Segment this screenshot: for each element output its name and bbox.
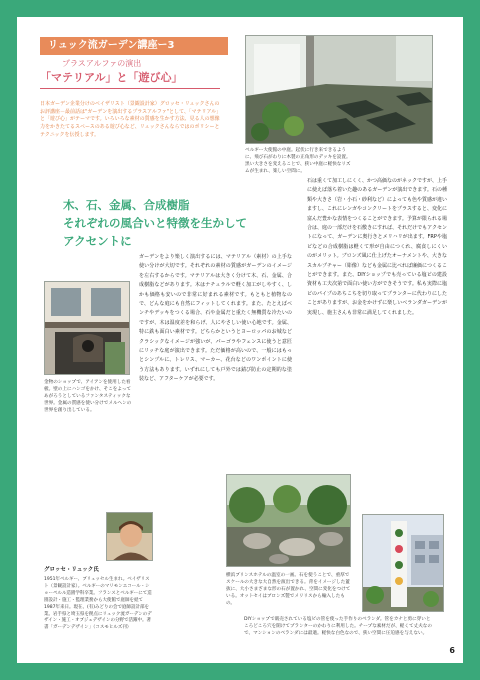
headline-line-2: それぞれの風合いと特徴を生かして	[63, 216, 247, 230]
body-column-right: 石は重くて加工しにくく、かつ高価なのがネックですが、上手に使えば落ち着いた趣のあるガーデンが演出できます。石の種類や大きさ（岩・小石・砂利など）によっても色や質感が違いますし、これにレンガやコンクリートをプラスすると、変化に富んだ豊かな表情をつくることができます。予算が限られる場合は、庭の一部だけを石敷きにすれば、それだけでもアクセントになって、ガーデンに奥行きとメリハリが出ます。FRPや塩ビなどの合成樹脂は軽くて形が自由につくれ、腐食しにくいのがメリット。ブロンズ風に仕上げたオーナメントや、大きなスカルプチャー（彫像）なども金属に比べれば廉価につくることができます。また、DIYショップでも売っている塩ビの建設資材も工夫次第で面白い使い方ができそうです。私も実際に塩ビのパイプのあちこちを切り取ってプランターに代わりにしたことがありますが、お金をかけずに楽しいベランダガーデンが実現し、施主さんも非常に満足してくれました。	[307, 178, 448, 316]
shop-sign-photo	[44, 281, 130, 375]
headline-line-1: 木、石、金属、合成樹脂	[63, 198, 190, 212]
shop-sign-illustration	[45, 282, 130, 375]
author-name: グロッセ・リュック氏	[44, 567, 99, 573]
courtyard-illustration	[246, 36, 433, 144]
intro-paragraph: 日本ガーデン企業分けのベイザリスト（景観設計家）グロッセ・リュックさんのお評講座－最前話は"ガーデンを演出するプラスアルファ"として、「マテリアル」と「遊び心」がテーマです。いろいろな素材の質感を生かす方法、見る人の想像力をかきたてるスペースのある遊び心など、リュックさんならではのポリシーとテクニックを伝授します。	[40, 101, 220, 138]
magazine-page	[17, 17, 463, 663]
greenhouse-photo	[226, 474, 351, 567]
greenhouse-illustration	[227, 475, 351, 567]
author-bio: 1951年ベルギー、ブリュッセル生まれ。ベイザリスト（景観設計家）。ベルギーのマリモンエコール・ショーペルル造園学科卒業。フランスとベルギーにて造園設計・施工・監理業務から大使館で庭師を経て1987年来日。現在、(有)みどりの会で庭師設計部を業。岩手県と埼玉県を拠点にリュック流ガーデンのデザイン・施工・オブジェデザインの分野で活躍中。著書「ガーデンデザイン」（コスモヒルズ刊）	[44, 577, 152, 631]
courtyard-caption: ベルギー大使館の中庭。起伏に行き来できるように、飛び石がわりに木製の正角形のデッキを設置。黒い大きさを変えることで、狭い中庭に軽快なリズムが生まれ、楽しい空間に。	[245, 148, 351, 174]
greenhouse-caption: 横浜ブリンスホテルの温室の一画。石を使うことで、重厚でスケールの大きな大自然を演出できる。背をイメージした蓋抜に、大小さまざまな形の石が置かれ、空間に変化をつけている。オットセイはブロンズ製でメリリスから輸入したもの。	[226, 573, 351, 606]
page-number: 6	[449, 646, 455, 655]
veranda-illustration	[363, 515, 444, 612]
series-label: リュック流ガーデン講座ー3	[40, 37, 228, 55]
headline-line-3: アクセントに	[63, 234, 132, 248]
author-portrait-illustration	[107, 513, 153, 561]
kicker-text: プラスアルファの演出	[62, 59, 142, 68]
veranda-caption: DIYショップで販売されている塩ビの管を使った手作りのベランダ。管をカナと剪に穿いところどころ穴を開けてプランターのかわりに利用した。チープな素材だが、軽くて丈夫なので、マンションのベランダには最適。軽快な白色なので、狭い空間に圧迫感を与えない。	[244, 617, 432, 636]
author-portrait	[106, 512, 153, 561]
courtyard-photo	[245, 35, 433, 144]
body-column-left: ガーデンをより楽しく演出するには、マテリアル（素材）の上手な使い分けが大切です。それぞれの素材の質感がガーデンのイメージを左右するからです。マテリアルは大きく分けて木、石、金属、合成樹脂などがあります。木はナチュラルで軽く加工がしやすく、しかも価格も安いので非常に好まれる素材です。もともと植物なので、どんな庭にも自然にフィットしてくれます。また、たとえばベンチやデッキをつくる場合、石や金属だと重たく無機質な冷たいのですが、木は温度差を和らげ、人にやさしい使い心地です。金属、特に鉄も面白い素材です。どちらかというとヨーロッパのお城などクラシックなイメージが強いが、パーゴラやフェンスに使うと意匠にリッチな庭が演出できます。ただ価格が高いので、一般にはもっとシンプルに、トレリス、マーカー、花台などのワンポイントに使う方法もあります。いずれにしても戸外では錆び防止の定期的な塗装など、アフターケアが必要です。	[139, 254, 292, 383]
shop-sign-caption: 金物のショップで、アイアンを使用した看板。壁の上にハンゴをかけ、そこをよってあがろうとしているファンタスティックな世界。金属の質感を使い分けでメルヘンの世界を創り出している。	[44, 380, 132, 413]
section-headline	[63, 196, 313, 250]
veranda-photo	[362, 514, 444, 612]
article-subtitle: 「マテリアル」と「遊び心」	[40, 69, 220, 89]
